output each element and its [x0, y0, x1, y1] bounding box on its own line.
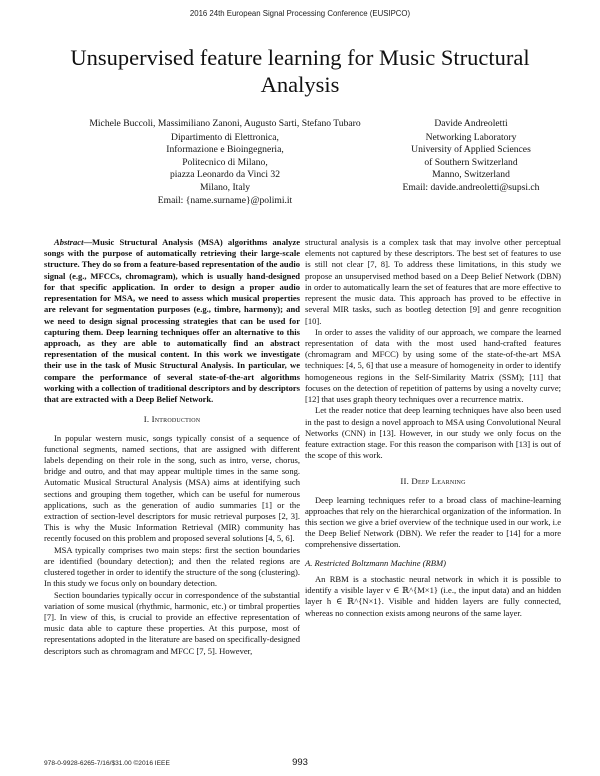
paragraph: MSA typically comprises two main steps: first the section boundaries are identified (boundary detection); and then the related regions are clustered together in order to identify the structure of the song (clustering). In this study we focus only on boundary detection. [44, 544, 300, 589]
author-names: Michele Buccoli, Massimiliano Zanoni, Augusto Sarti, Stefano Tubaro [89, 118, 361, 129]
affiliation-line: Networking Laboratory [425, 131, 517, 143]
author-names: Davide Andreoletti [434, 118, 508, 129]
subsection-heading-rbm: A. Restricted Boltzmann Machine (RBM) [305, 557, 447, 568]
author-email: Email: davide.andreoletti@supsi.ch [402, 181, 540, 193]
affiliation-line: Informazione e Bioingegneria, [166, 144, 284, 156]
right-column [305, 237, 561, 619]
author-block-left [60, 118, 390, 207]
affiliation-line: University of Applied Sciences [411, 144, 531, 156]
abstract-text: —Music Structural Analysis (MSA) algorithms analyze songs with the purpose of automatically retrieving their large-scale structure. They do so from a feature-based representation of the audio signal (e.g., MFCCs, chromagram), which is usually hand-designed for that specific application. In order to design a proper audio representation for MSA, we need to assess which musical properties are relevant for segmentation purposes (e.g., timbre, harmony); and we need to design signal processing strategies that can be used for capturing them. Deep learning techniques offer an alternative to this approach, as they are able to automatically find an abstract representation of the musical content. In this work we investigate their use in the task of Music Structural Analysis. In particular, we compare the performance of several state-of-the-art algorithms working with a collection of traditional descriptors and by descriptors that are extracted with a Deep Belief Network. [44, 237, 300, 405]
author-block-right [388, 118, 554, 195]
page-number: 993 [292, 757, 308, 768]
section-heading-introduction: I. Introduction [143, 414, 201, 425]
affiliation-line: Manno, Switzerland [432, 169, 510, 181]
paragraph: An RBM is a stochastic neural network in which it is possible to identify a visible layer v ∈ ℝ^{M×1} (i.e., the input data) and an hidden layer h ∈ ℝ^{N×1}. Visible and hidden layers are fully connected, whereas no connection exists among neurons of the same layer. [305, 573, 561, 618]
section-heading-deep-learning: II. Deep Learning [400, 476, 466, 487]
paragraph: structural analysis is a complex task that may involve other perceptual elements not captured by these descriptors. The best set of features to use is still not clear [7, 8]. To address these limitations, in this study we propose an unsupervised method based on a Deep Belief Network (DBN) in order to automatically learn the set of features that are more effective to represent the music data. This approach has proved to be effective in several MIR tasks, such as bootleg detection [9] and genre recognition [10]. [305, 237, 561, 326]
affiliation-line: of Southern Switzerland [424, 156, 518, 168]
affiliation-line: Politecnico di Milano, [182, 156, 268, 168]
paragraph: Let the reader notice that deep learning techniques have also been used in the past to design a novel approach to MSA using Convolutional Neural Networks (CNN) in [13]. However, in our study we only focus on the feature extraction stage. For this reason the comparison with [13] is out of the scope of this work. [305, 405, 561, 461]
abstract-label: Abstract [54, 237, 84, 247]
affiliation-line: piazza Leonardo da Vinci 32 [169, 169, 281, 181]
affiliation-line: Milano, Italy [199, 181, 251, 193]
author-email: Email: {name.surname}@polimi.it [157, 194, 293, 206]
paragraph: In popular western music, songs typically consist of a sequence of functional segments, named sections, that are assigned with different labels depending on their role in the song, such as intro, verse, chorus, bridge and outro, and that may appear multiple times in the same song. Automatic Musical Structural Analysis (MSA) aims at identifying such sections and grouping them together, which can be useful for numerous applications, such as the generation of audio summaries [1] or the extraction of section-level descriptors for music retrieval purposes [2, 3]. This is why the Music Information Retrieval (MIR) community has recently focused on this problem and proposed several solutions [4, 5, 6]. [44, 432, 300, 544]
left-column [44, 237, 300, 657]
paper-title: Unsupervised feature learning for Music Structural Analysis [70, 45, 530, 97]
conference-header: 2016 24th European Signal Processing Conference (EUSIPCO) [189, 9, 411, 18]
abstract [44, 237, 300, 405]
paragraph: Deep learning techniques refer to a broad class of machine-learning approaches that rely on the hierarchical organization of the information. In this section we give a brief overview of the technique used in our work, i.e the Deep Belief Network (DBN). We refer the reader to [14] for a more comprehensive dissertation. [305, 494, 561, 550]
affiliation-line: Dipartimento di Elettronica, [171, 131, 279, 143]
paragraph: Section boundaries typically occur in correspondence of the substantial variation of some musical (rhythmic, harmonic, etc.) or timbral properties [7]. In view of this, is crucial to provide an effective representation of music data able to capture these properties. At this purpose, most of representations adopted in the literature are based on specifically-designed descriptors such as chromagram and MFCC [7, 5]. However, [44, 589, 300, 656]
copyright-footer: 978-0-9928-6265-7/16/$31.00 ©2016 IEEE [44, 760, 170, 767]
paragraph: In order to asses the validity of our approach, we compare the learned representation of data with the most used hand-crafted features (chromagram and MFCC) by using some of the state-of-the-art MSA techniques: [4, 5, 6] that use a measure of homogeneity in order to identify homogeneous regions in the Self-Similarity Matrix (SSM); [11] that focuses on the detection of repetition of patterns by using a novelty curve; [12] that uses graph theory techniques over a recurrence matrix. [305, 326, 561, 405]
